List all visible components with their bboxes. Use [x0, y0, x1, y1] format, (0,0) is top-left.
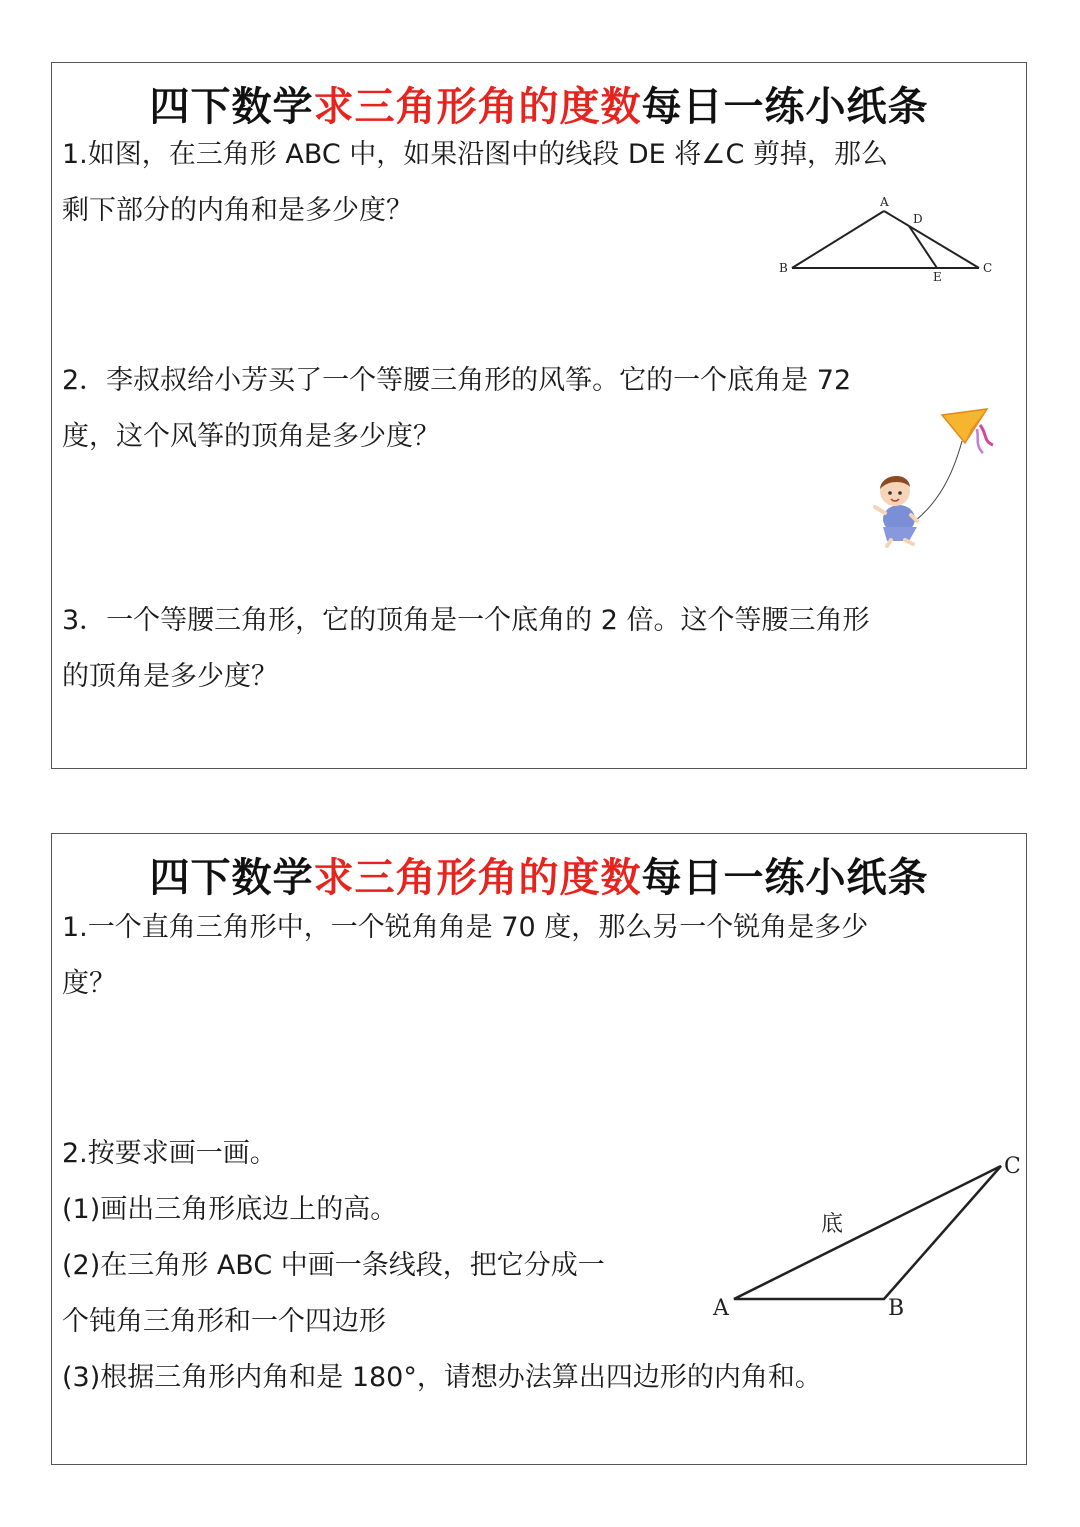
question-line: 2.按要求画一画。 [62, 1138, 277, 1169]
question-line: 3．一个等腰三角形，它的顶角是一个底角的 2 倍。这个等腰三角形 [62, 605, 870, 636]
practice-card-2 [51, 833, 1027, 1465]
practice-card-1 [51, 62, 1027, 769]
title-suffix: 每日一练小纸条 [641, 84, 929, 130]
label-a: A [713, 1296, 729, 1321]
question-line: 1.一个直角三角形中，一个锐角角是 70 度，那么另一个锐角是多少 [62, 912, 869, 943]
question-line: (3)根据三角形内角和是 180°，请想办法算出四边形的内角和。 [62, 1362, 822, 1393]
question-line: 剩下部分的内角和是多少度？ [62, 195, 413, 226]
question-line: (1)画出三角形底边上的高。 [62, 1194, 398, 1225]
card-title [52, 846, 1026, 903]
question-line: 1.如图，在三角形 ABC 中，如果沿图中的线段 DE 将∠C 剪掉，那么 [62, 139, 888, 170]
title-highlight: 求三角形角的度数 [313, 84, 642, 130]
question-line: 2．李叔叔给小芳买了一个等腰三角形的风筝。它的一个底角是 72 [62, 365, 852, 396]
question-line: 度？ [62, 968, 116, 999]
label-a: A [880, 195, 889, 209]
question-2 [62, 353, 851, 465]
label-base: 底 [821, 1212, 844, 1237]
question-line: (2)在三角形 ABC 中画一条线段，把它分成一 [62, 1250, 605, 1281]
label-e: E [933, 270, 942, 283]
label-c: C [1004, 1154, 1021, 1179]
title-suffix: 每日一练小纸条 [641, 855, 929, 901]
triangle-abc-figure [707, 1149, 1027, 1324]
title-prefix: 四下数学 [149, 84, 314, 130]
question-line: 的顶角是多少度？ [62, 661, 278, 692]
question-1 [62, 900, 868, 1012]
label-d: D [913, 212, 923, 226]
title-highlight: 求三角形角的度数 [313, 855, 642, 901]
label-b: B [888, 1296, 905, 1321]
triangle-abc-de-figure [774, 193, 1004, 283]
label-b: B [779, 261, 788, 275]
label-c: C [983, 261, 993, 275]
title-prefix: 四下数学 [149, 855, 314, 901]
question-1 [62, 127, 888, 239]
question-line: 度，这个风筝的顶角是多少度？ [62, 421, 440, 452]
kite-child-illustration [847, 403, 1007, 548]
question-line: 个钝角三角形和一个四边形 [62, 1306, 386, 1337]
question-3 [62, 593, 870, 705]
card-title [52, 75, 1026, 132]
